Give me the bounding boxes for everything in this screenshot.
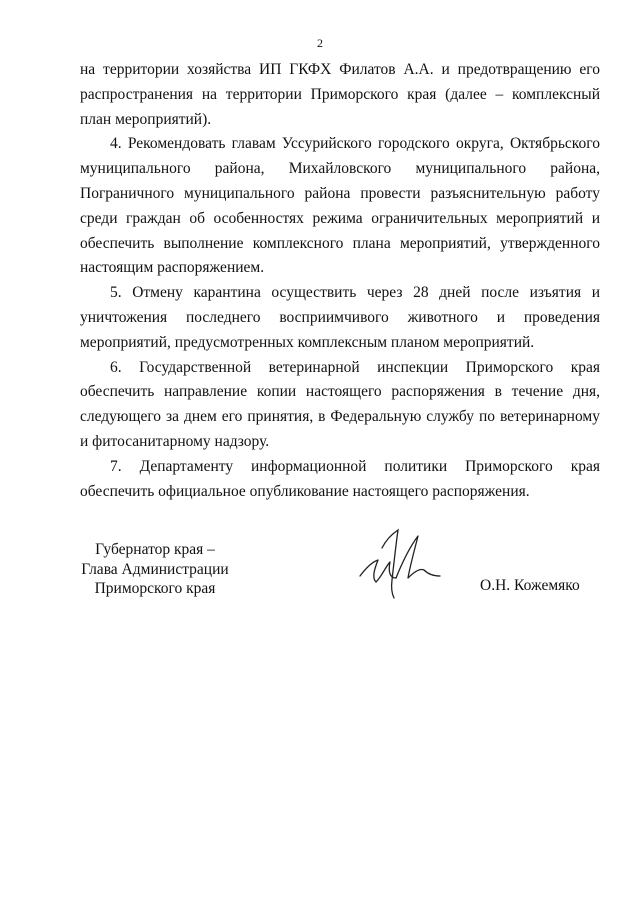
signatory-title-line-1: Губернатор края – — [95, 541, 215, 558]
paragraph-item-6: 6. Государственной ветеринарной инспекции Приморского края обеспечить направление копии настоящего распоряжения в течение дня, следующего за днем его принятия, в Федеральную службу по ветеринарному и фитосанитарному надзору. — [80, 358, 600, 450]
signatory-name: О.Н. Кожемяко — [480, 577, 580, 594]
paragraph-continuation: на территории хозяйства ИП ГКФХ Филатов А.А. и предотвращению его распространения на территории Приморского края (далее – комплексный план мероприятий). — [80, 61, 600, 128]
paragraph-item-7: 7. Департаменту информационной политики Приморского края обеспечить официальное опубликование настоящего распоряжения. — [80, 457, 600, 500]
signatory-title — [70, 540, 240, 599]
paragraph-item-4: 4. Рекомендовать главам Уссурийского городского округа, Октябрьского муниципального района, Михайловского муниципального района, Пограничного муниципального района провести разъяснительную работу среди граждан об особенностях режима ограничительных мероприятий и обеспечить выполнение комплексного плана мероприятий, утвержденного настоящим распоряжением. — [80, 135, 600, 277]
signatory-title-line-3: Приморского края — [94, 580, 216, 597]
signatory-title-line-2: Глава Администрации — [81, 560, 229, 578]
paragraph-item-5: 5. Отмену карантина осуществить через 28 дней после изъятия и уничтожения последнего восприимчивого животного и проведения мероприятий, предусмотренных комплексным планом мероприятий. — [80, 284, 600, 351]
document-body — [80, 58, 600, 504]
handwritten-signature — [352, 518, 442, 600]
page-number: 2 — [317, 36, 323, 50]
